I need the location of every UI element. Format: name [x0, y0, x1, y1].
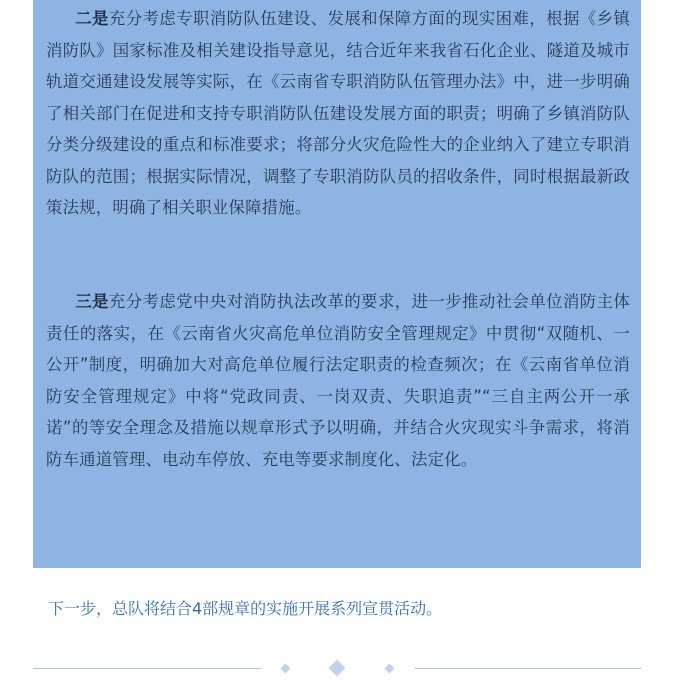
divider-line-right	[415, 668, 641, 669]
content-panel	[33, 0, 641, 568]
paragraph-2-lead: 二是	[75, 9, 109, 28]
paragraph-2-text: 充分考虑专职消防队伍建设、发展和保障方面的现实困难，根据《乡镇消防队》国家标准及相关建设指导意见，结合近年来我省石化企业、隧道及城市轨道交通建设发展等实际，在《云南省专职消防队伍管理办法》中，进一步明确了相关部门在促进和支持专职消防队伍建设发展方面的职责；明确了乡镇消防队分类分级建设的重点和标准要求；将部分火灾危险性大的企业纳入了建立专职消防队的范围；根据实际情况，调整了专职消防队员的招收条件，同时根据最新政策法规，明确了相关职业保障措施。	[46, 9, 631, 217]
paragraph-2	[46, 3, 630, 224]
decorative-divider	[33, 655, 641, 681]
paragraph-3	[46, 286, 630, 475]
paragraph-3-lead: 三是	[75, 292, 109, 311]
next-step-note: 下一步，总队将结合4部规章的实施开展系列宣贯活动。	[48, 599, 443, 618]
divider-line-left	[33, 668, 261, 669]
diamond-icon	[385, 664, 395, 674]
paragraph-3-text: 充分考虑党中央对消防执法改革的要求，进一步推动社会单位消防主体责任的落实，在《云南省火灾高危单位消防安全管理规定》中贯彻“双随机、一公开”制度，明确加大对高危单位履行法定职责的检查频次；在《云南省单位消防安全管理规定》中将“党政同责、一岗双责、失职追责”“三自主两公开一承诺”的等安全理念及措施以规章形式予以明确，并结合火灾现实斗争需求，将消防车通道管理、电动车停放、充电等要求制度化、法定化。	[46, 292, 631, 469]
diamond-icon	[329, 660, 346, 677]
diamond-icon	[281, 664, 291, 674]
